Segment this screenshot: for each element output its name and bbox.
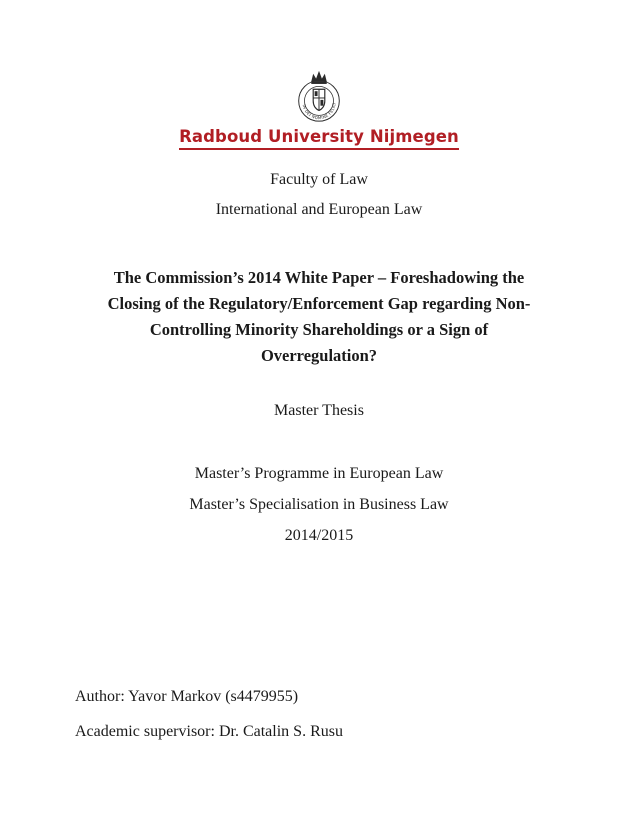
- title-line: Overregulation?: [260, 346, 378, 365]
- title-line: The Commission’s 2014 White Paper – Foreshadowing the: [113, 268, 525, 287]
- svg-text:IN DEI NOMINE FELICITER: IN DEI NOMINE FELICI: [301, 102, 337, 121]
- title-line: Closing of the Regulatory/Enforcement Gap regarding Non-: [107, 294, 531, 313]
- academic-supervisor: Academic supervisor: Dr. Catalin S. Rusu: [75, 723, 343, 740]
- programme: Master’s Programme in European Law: [194, 465, 444, 482]
- university-logo: [0, 68, 638, 150]
- title-line: Controlling Minority Shareholdings or a Sign of: [149, 320, 489, 339]
- thesis-title: [62, 265, 576, 369]
- faculty: Faculty of Law: [270, 171, 368, 188]
- university-name: Radboud University Nijmegen: [179, 127, 459, 150]
- document-type: Master Thesis: [274, 402, 364, 419]
- department: International and European Law: [215, 201, 423, 218]
- academic-year: 2014/2015: [284, 527, 354, 544]
- specialisation: Master’s Specialisation in Business Law: [189, 496, 449, 513]
- author: Author: Yavor Markov (s4479955): [75, 688, 299, 705]
- university-seal-icon: [290, 68, 348, 126]
